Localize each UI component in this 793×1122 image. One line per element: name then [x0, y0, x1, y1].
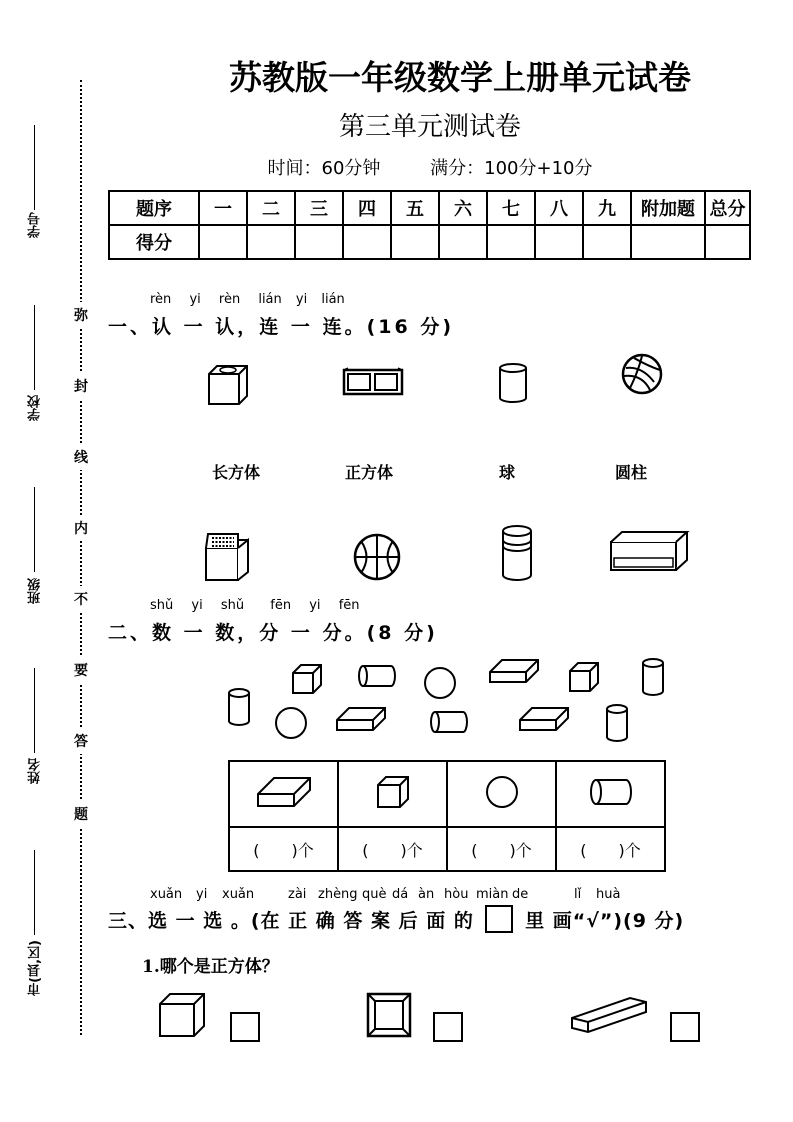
pinyin: àn [418, 887, 435, 902]
pinyin: què [362, 887, 387, 902]
cuboid-shape [490, 660, 538, 682]
score-header-cell: 附加题 [631, 191, 705, 225]
pinyin: xuǎn [222, 887, 255, 902]
label-cube: 正方体 [345, 463, 394, 482]
section3-title-part1: 三、选 一 选 。(在 正 确 答 案 后 面 的 [108, 910, 474, 932]
count-cell-sphere [447, 761, 556, 827]
seal-char: 线 [74, 444, 88, 470]
cube-shape [570, 663, 598, 691]
pinyin: miàn [476, 887, 509, 902]
time-limit: 时间：60分钟 [267, 158, 381, 179]
page-title: 苏教版一年级数学上册单元试卷 [229, 58, 691, 97]
seal-char: 答 [74, 728, 88, 754]
count-cell-cylinder [556, 761, 665, 827]
pinyin: dá [392, 887, 409, 902]
margin-label-name: 姓名 [28, 758, 43, 784]
option-bar-icon [570, 994, 650, 1036]
title-part: 一、认 [108, 316, 175, 338]
pinyin: fēn [338, 598, 360, 613]
cylinder-shape [359, 666, 395, 686]
sphere-icon [485, 775, 519, 809]
cube-shape [293, 665, 321, 693]
pinyin: zài [288, 887, 307, 902]
cuboid-shape [337, 708, 385, 730]
seal-char: 题 [74, 801, 88, 827]
seal-char: 弥 [74, 302, 88, 328]
section3-title [108, 905, 684, 933]
seal-char: 封 [74, 373, 88, 399]
seal-char: 要 [74, 657, 88, 683]
score-header-cell: 四 [343, 191, 391, 225]
title-part: 一 [290, 316, 313, 338]
pinyin: yi [309, 598, 321, 613]
sphere-shape [425, 668, 455, 698]
cylinder-shape [229, 689, 249, 725]
score-header-cell: 三 [295, 191, 343, 225]
title-part: 。(8 分) [344, 622, 438, 644]
score-row-label: 得分 [109, 225, 199, 259]
pinyin: shǔ [150, 598, 174, 613]
score-header-cell: 七 [487, 191, 535, 225]
title-part: 连 [322, 316, 345, 338]
pinyin: xuǎn [150, 887, 183, 902]
cylinder-shape [607, 705, 627, 741]
pinyin: lǐ [574, 887, 582, 902]
answer-cell[interactable]: ( )个 [229, 827, 338, 871]
title-part: 分 [322, 622, 345, 644]
title-part: 一 [183, 622, 206, 644]
pinyin: hòu [444, 887, 469, 902]
pinyin: shǔ [220, 598, 245, 613]
margin-label-student-id: 学号 [28, 212, 43, 238]
answer-box-icon [485, 905, 513, 933]
label-cylinder: 圆柱 [615, 463, 648, 482]
label-cuboid: 长方体 [212, 463, 261, 482]
cylinder-icon [589, 778, 633, 806]
pinyin: lián [258, 292, 282, 307]
title-part: 数，分 [215, 622, 282, 644]
cube-icon [376, 775, 410, 809]
answer-cell[interactable]: ( )个 [556, 827, 665, 871]
cylinder-shape [643, 659, 663, 695]
score-header-cell: 总分 [705, 191, 750, 225]
title-part: 。(16 分) [344, 316, 455, 338]
full-score: 满分：100分+10分 [430, 158, 593, 179]
counting-table-shape-row [229, 761, 665, 827]
score-header-cell: 九 [583, 191, 631, 225]
count-cell-cube [338, 761, 447, 827]
seal-char: 内 [74, 515, 88, 541]
counting-table [228, 760, 666, 872]
answer-checkbox[interactable] [230, 1012, 260, 1042]
margin-label-school: 学校 [28, 395, 43, 421]
score-header-cell: 二 [247, 191, 295, 225]
pinyin: rèn [150, 292, 172, 307]
score-header-cell: 五 [391, 191, 439, 225]
answer-checkbox[interactable] [670, 1012, 700, 1042]
counting-table-answer-row [229, 827, 665, 871]
page-subtitle: 第三单元测试卷 [338, 112, 521, 142]
margin-label-city: 市(县,区) [28, 940, 43, 996]
pinyin: yi [191, 598, 203, 613]
label-sphere: 球 [499, 463, 516, 482]
cuboid-icon [256, 774, 312, 810]
pinyin: de [512, 887, 529, 902]
title-part: 认，连 [215, 316, 282, 338]
cuboid-shape [520, 708, 568, 730]
pinyin: yi [196, 887, 208, 902]
title-part: 二、数 [108, 622, 175, 644]
cylinder-shape [431, 712, 467, 732]
section3-title-part2: 里 画“√”)(9 分) [525, 910, 685, 932]
title-part: 一 [183, 316, 206, 338]
score-header-cell: 题序 [109, 191, 199, 225]
answer-checkbox[interactable] [433, 1012, 463, 1042]
answer-cell[interactable]: ( )个 [338, 827, 447, 871]
pinyin: rèn [218, 292, 241, 307]
margin-label-class: 班级 [28, 578, 43, 604]
count-cell-cuboid [229, 761, 338, 827]
score-header-cell: 一 [199, 191, 247, 225]
option-framed-square-icon [366, 992, 412, 1038]
sphere-shape [276, 708, 306, 738]
pinyin: lián [321, 292, 345, 307]
pinyin: huà [596, 887, 621, 902]
seal-char: 不 [74, 586, 88, 612]
pinyin: yi [189, 292, 201, 307]
question-1: 1.哪个是正方体？ [142, 957, 279, 977]
score-header-cell: 六 [439, 191, 487, 225]
pinyin: zhèng [318, 887, 358, 902]
score-header-cell: 八 [535, 191, 583, 225]
pinyin: yi [295, 292, 308, 307]
option-cube-icon [158, 992, 208, 1038]
answer-cell[interactable]: ( )个 [447, 827, 556, 871]
title-part: 一 [290, 622, 313, 644]
pinyin: fēn [270, 598, 292, 613]
